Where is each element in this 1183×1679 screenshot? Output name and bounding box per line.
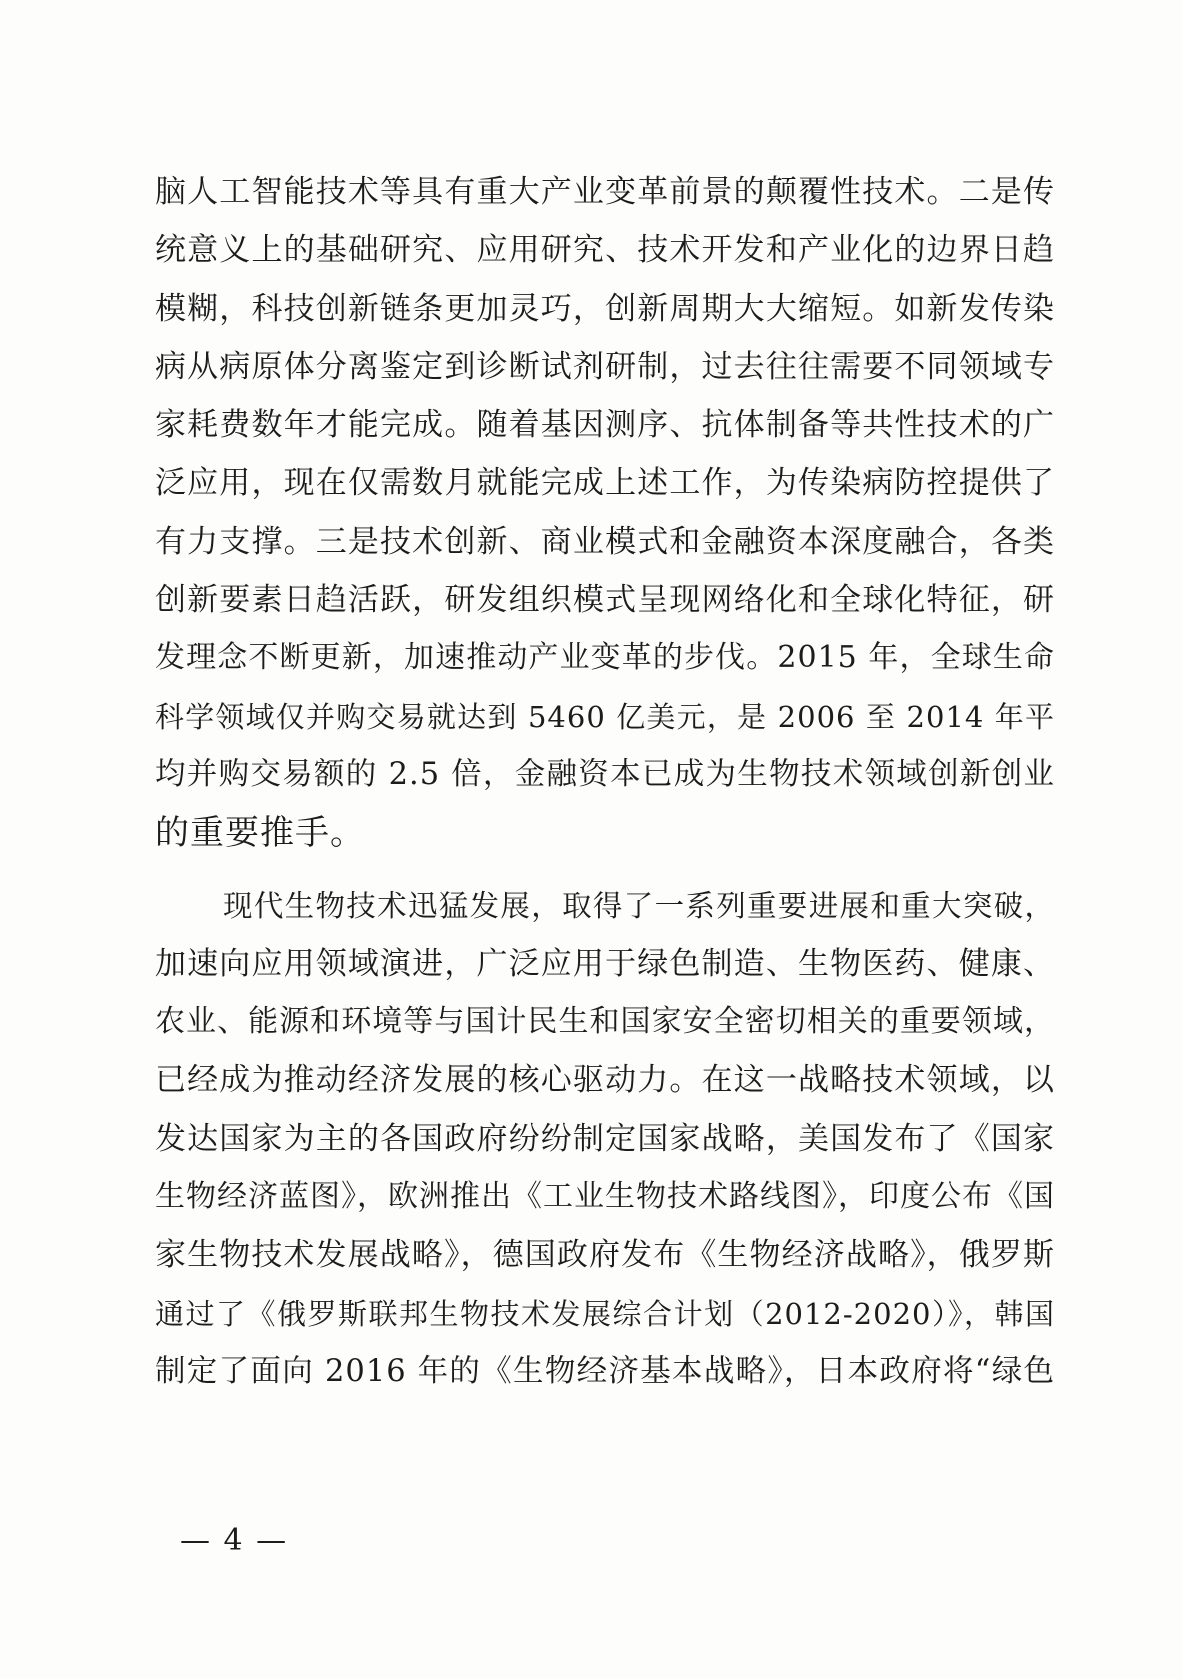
text-line: 发理念不断更新，加速推动产业变革的步伐。2015 年，全球生命 (155, 640, 1055, 676)
text-line: 发达国家为主的各国政府纷纷制定国家战略，美国发布了《国家 (155, 1120, 1055, 1157)
text-line: 加速向应用领域演进，广泛应用于绿色制造、生物医药、健康、 (155, 945, 1055, 982)
body-text (155, 163, 1055, 1401)
text-line: 家生物技术发展战略》，德国政府发布《生物经济战略》，俄罗斯 (155, 1237, 1055, 1274)
text-line: 家耗费数年才能完成。随着基因测序、抗体制备等共性技术的广 (155, 407, 1055, 444)
page-number: — 4 — (180, 1523, 289, 1558)
text-line: 病从病原体分离鉴定到诊断试剂研制，过去往往需要不同领域专 (155, 348, 1055, 385)
paragraph-2 (155, 877, 1055, 1402)
text-line: 制定了面向 2016 年的《生物经济基本战略》，日本政府将“绿色 (155, 1353, 1055, 1389)
text-line: 已经成为推动经济发展的核心驱动力。在这一战略技术领域，以 (155, 1062, 1055, 1099)
text-line: 模糊，科技创新链条更加灵巧，创新周期大大缩短。如新发传染 (155, 290, 1055, 327)
paragraph-1 (155, 163, 1055, 863)
text-line: 泛应用，现在仅需数月就能完成上述工作，为传染病防控提供了 (155, 465, 1055, 502)
text-line: 现代生物技术迅猛发展，取得了一系列重要进展和重大突破， (223, 888, 1055, 923)
text-line: 生物经济蓝图》，欧洲推出《工业生物技术路线图》，印度公布《国 (155, 1179, 1055, 1215)
paragraph-spacing (155, 863, 1055, 877)
text-line: 有力支撑。三是技术创新、商业模式和金融资本深度融合，各类 (155, 523, 1055, 560)
text-line: 脑人工智能技术等具有重大产业变革前景的颠覆性技术。二是传 (155, 174, 1055, 210)
text-line: 农业、能源和环境等与国计民生和国家安全密切相关的重要领域， (155, 1004, 1055, 1040)
text-line: 创新要素日趋活跃，研发组织模式呈现网络化和全球化特征，研 (155, 582, 1055, 619)
text-line: 均并购交易额的 2.5 倍，金融资本已成为生物技术领域创新创业 (155, 756, 1055, 792)
text-line: 的重要推手。 (155, 813, 365, 854)
text-line: 统意义上的基础研究、应用研究、技术开发和产业化的边界日趋 (155, 232, 1055, 269)
text-line: 科学领域仅并购交易就达到 5460 亿美元，是 2006 至 2014 年平 (155, 699, 1055, 734)
text-line: 通过了《俄罗斯联邦生物技术发展综合计划（2012-2020）》，韩国 (155, 1296, 1055, 1331)
